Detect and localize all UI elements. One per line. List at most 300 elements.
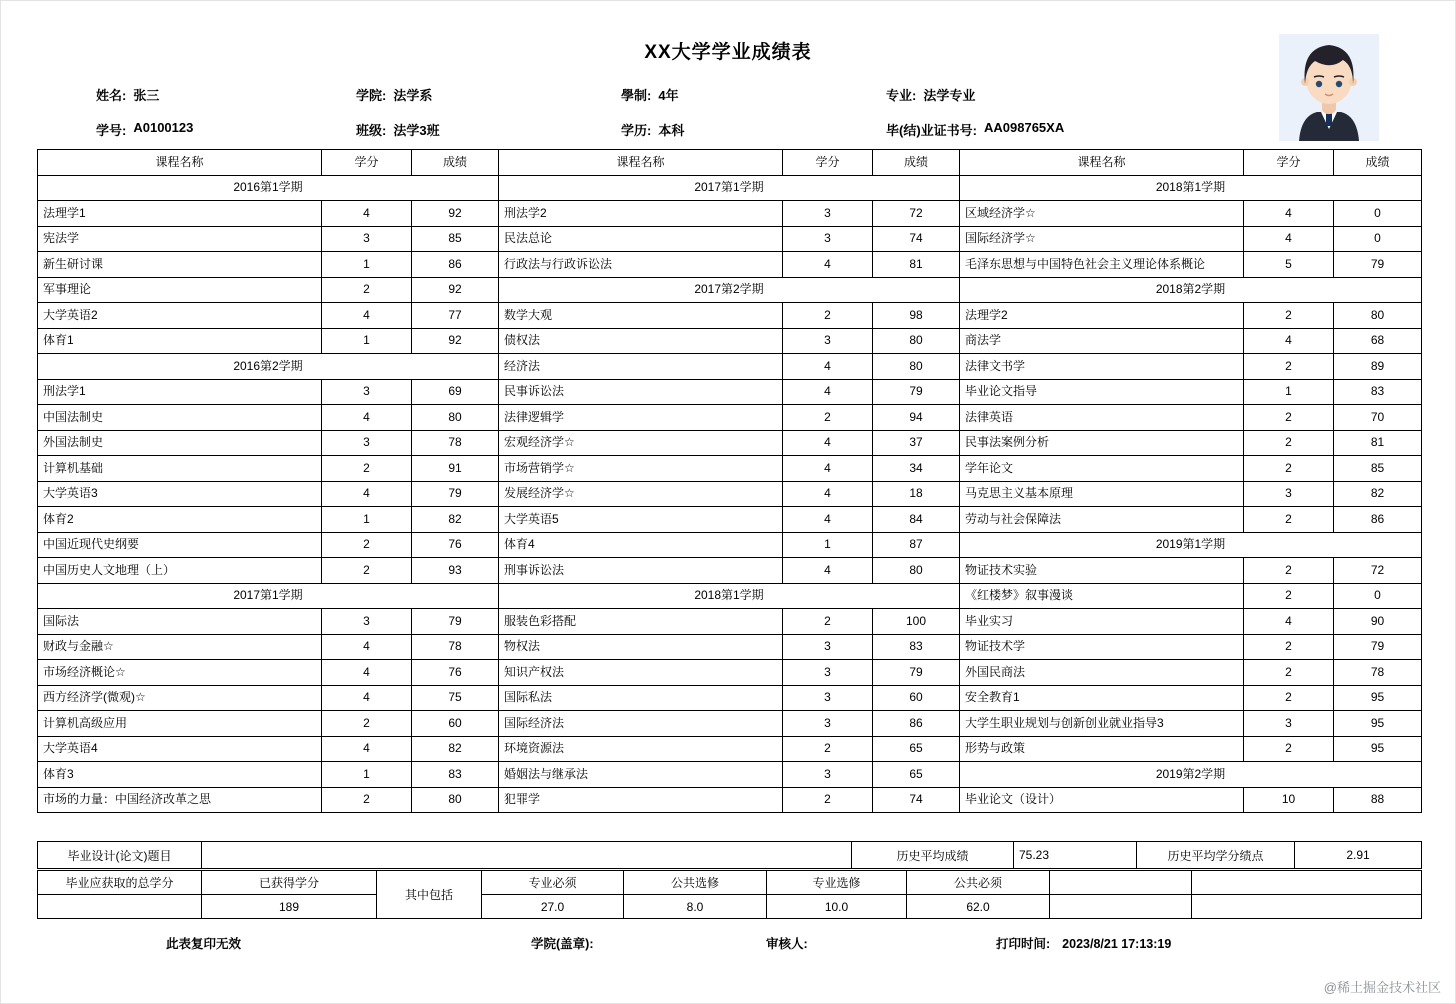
col-header-credits: 学分 bbox=[783, 150, 873, 176]
transcript-row bbox=[38, 405, 1422, 431]
course-score-cell: 79 bbox=[873, 660, 960, 686]
empty-cell bbox=[38, 895, 202, 919]
field-label: 学院: bbox=[356, 88, 387, 103]
course-name-cell: 市场经济概论☆ bbox=[38, 660, 322, 686]
transcript-row bbox=[38, 660, 1422, 686]
transcript-row bbox=[38, 711, 1422, 737]
student-photo bbox=[1279, 34, 1379, 141]
course-credits-cell: 2 bbox=[1244, 583, 1334, 609]
course-credits-cell: 3 bbox=[1244, 481, 1334, 507]
course-name-cell: 大学英语3 bbox=[38, 481, 322, 507]
transcript-row bbox=[38, 583, 1422, 609]
course-score-cell: 76 bbox=[412, 660, 499, 686]
course-score-cell: 88 bbox=[1334, 787, 1422, 813]
course-credits-cell: 4 bbox=[322, 634, 412, 660]
course-score-cell: 78 bbox=[412, 634, 499, 660]
course-score-cell: 81 bbox=[873, 252, 960, 278]
course-name-cell: 大学英语5 bbox=[499, 507, 783, 533]
print-time bbox=[996, 934, 1171, 952]
transcript-table bbox=[37, 149, 1422, 813]
course-name-cell: 体育2 bbox=[38, 507, 322, 533]
semester-header-cell: 2018第1学期 bbox=[499, 583, 960, 609]
field-duration bbox=[621, 85, 886, 104]
field-label: 学号: bbox=[96, 123, 127, 138]
course-score-cell: 74 bbox=[873, 787, 960, 813]
course-name-cell: 毛泽东思想与中国特色社会主义理论体系概论 bbox=[960, 252, 1244, 278]
course-name-cell: 体育1 bbox=[38, 328, 322, 354]
course-score-cell: 83 bbox=[873, 634, 960, 660]
course-credits-cell: 3 bbox=[783, 660, 873, 686]
course-credits-cell: 3 bbox=[1244, 711, 1334, 737]
semester-header-cell: 2019第1学期 bbox=[960, 532, 1422, 558]
empty-cell bbox=[1050, 871, 1192, 895]
course-name-cell: 大学生职业规划与创新创业就业指导3 bbox=[960, 711, 1244, 737]
course-credits-cell: 3 bbox=[783, 685, 873, 711]
course-name-cell: 国际私法 bbox=[499, 685, 783, 711]
transcript-row bbox=[38, 252, 1422, 278]
course-name-cell: 商法学 bbox=[960, 328, 1244, 354]
course-name-cell: 中国法制史 bbox=[38, 405, 322, 431]
course-credits-cell: 2 bbox=[1244, 634, 1334, 660]
course-credits-cell: 4 bbox=[1244, 226, 1334, 252]
course-score-cell: 0 bbox=[1334, 583, 1422, 609]
field-label: 姓名: bbox=[96, 88, 127, 103]
course-name-cell: 婚姻法与继承法 bbox=[499, 762, 783, 788]
transcript-row bbox=[38, 481, 1422, 507]
field-label: 学历: bbox=[621, 123, 652, 138]
course-score-cell: 92 bbox=[412, 328, 499, 354]
public-elective-label: 公共选修 bbox=[624, 871, 767, 895]
course-score-cell: 82 bbox=[1334, 481, 1422, 507]
course-name-cell: 财政与金融☆ bbox=[38, 634, 322, 660]
course-score-cell: 76 bbox=[412, 532, 499, 558]
course-credits-cell: 4 bbox=[783, 558, 873, 584]
course-credits-cell: 3 bbox=[783, 328, 873, 354]
field-value: AA098765XA bbox=[984, 120, 1065, 135]
course-name-cell: 新生研讨课 bbox=[38, 252, 322, 278]
empty-cell bbox=[1192, 871, 1422, 895]
course-name-cell: 国际法 bbox=[38, 609, 322, 635]
course-score-cell: 34 bbox=[873, 456, 960, 482]
course-name-cell: 知识产权法 bbox=[499, 660, 783, 686]
transcript-row bbox=[38, 175, 1422, 201]
course-name-cell: 中国历史人文地理（上） bbox=[38, 558, 322, 584]
course-credits-cell: 4 bbox=[783, 354, 873, 380]
col-header-course: 课程名称 bbox=[499, 150, 783, 176]
transcript-row bbox=[38, 277, 1422, 303]
course-credits-cell: 1 bbox=[322, 328, 412, 354]
course-score-cell: 93 bbox=[412, 558, 499, 584]
field-name bbox=[96, 85, 356, 104]
transcript-row bbox=[38, 609, 1422, 635]
course-credits-cell: 4 bbox=[783, 252, 873, 278]
total-required-label: 毕业应获取的总学分 bbox=[38, 871, 202, 895]
course-credits-cell: 4 bbox=[1244, 609, 1334, 635]
course-score-cell: 86 bbox=[873, 711, 960, 737]
course-credits-cell: 3 bbox=[783, 634, 873, 660]
summary-averages-row bbox=[38, 842, 1422, 869]
course-credits-cell: 3 bbox=[783, 226, 873, 252]
including-label: 其中包括 bbox=[377, 871, 482, 919]
avg-score-value: 75.23 bbox=[1014, 842, 1137, 869]
course-score-cell: 100 bbox=[873, 609, 960, 635]
course-score-cell: 85 bbox=[1334, 456, 1422, 482]
course-credits-cell: 4 bbox=[322, 736, 412, 762]
course-name-cell: 宪法学 bbox=[38, 226, 322, 252]
course-score-cell: 65 bbox=[873, 736, 960, 762]
course-credits-cell: 3 bbox=[783, 711, 873, 737]
course-credits-cell: 4 bbox=[783, 481, 873, 507]
course-score-cell: 86 bbox=[1334, 507, 1422, 533]
course-score-cell: 84 bbox=[873, 507, 960, 533]
course-score-cell: 80 bbox=[412, 405, 499, 431]
course-name-cell: 市场营销学☆ bbox=[499, 456, 783, 482]
course-credits-cell: 2 bbox=[1244, 507, 1334, 533]
course-credits-cell: 3 bbox=[322, 430, 412, 456]
student-info-row-2 bbox=[96, 112, 1256, 147]
avg-gpa-label: 历史平均学分绩点 bbox=[1137, 842, 1295, 869]
course-score-cell: 91 bbox=[412, 456, 499, 482]
course-credits-cell: 2 bbox=[1244, 430, 1334, 456]
print-time-label: 打印时间: bbox=[996, 937, 1051, 951]
course-name-cell: 法律逻辑学 bbox=[499, 405, 783, 431]
course-name-cell: 宏观经济学☆ bbox=[499, 430, 783, 456]
field-student-id bbox=[96, 120, 356, 139]
course-name-cell: 物证技术实验 bbox=[960, 558, 1244, 584]
course-name-cell: 市场的力量：中国经济改革之思 bbox=[38, 787, 322, 813]
semester-header-cell: 2017第2学期 bbox=[499, 277, 960, 303]
course-credits-cell: 1 bbox=[322, 252, 412, 278]
watermark-text: @稀土掘金技术社区 bbox=[1323, 980, 1441, 995]
course-credits-cell: 2 bbox=[783, 736, 873, 762]
course-credits-cell: 4 bbox=[322, 303, 412, 329]
field-label: 學制: bbox=[621, 88, 652, 103]
course-credits-cell: 1 bbox=[322, 507, 412, 533]
course-credits-cell: 3 bbox=[322, 379, 412, 405]
field-label: 班级: bbox=[356, 123, 387, 138]
course-credits-cell: 2 bbox=[783, 787, 873, 813]
course-name-cell: 区域经济学☆ bbox=[960, 201, 1244, 227]
course-name-cell: 犯罪学 bbox=[499, 787, 783, 813]
transcript-row bbox=[38, 303, 1422, 329]
field-college bbox=[356, 85, 621, 104]
course-score-cell: 94 bbox=[873, 405, 960, 431]
course-name-cell: 法律文书学 bbox=[960, 354, 1244, 380]
course-score-cell: 60 bbox=[412, 711, 499, 737]
transcript-row bbox=[38, 507, 1422, 533]
course-score-cell: 80 bbox=[1334, 303, 1422, 329]
course-credits-cell: 10 bbox=[1244, 787, 1334, 813]
course-name-cell: 《红楼梦》叙事漫谈 bbox=[960, 583, 1244, 609]
course-credits-cell: 2 bbox=[322, 558, 412, 584]
course-credits-cell: 4 bbox=[783, 379, 873, 405]
transcript-row bbox=[38, 226, 1422, 252]
semester-header-cell: 2016第1学期 bbox=[38, 175, 499, 201]
transcript-row bbox=[38, 787, 1422, 813]
course-score-cell: 95 bbox=[1334, 711, 1422, 737]
course-credits-cell: 2 bbox=[783, 303, 873, 329]
course-credits-cell: 4 bbox=[322, 685, 412, 711]
transcript-row bbox=[38, 736, 1422, 762]
course-score-cell: 78 bbox=[412, 430, 499, 456]
course-credits-cell: 2 bbox=[1244, 685, 1334, 711]
course-score-cell: 79 bbox=[1334, 252, 1422, 278]
transcript-row bbox=[38, 456, 1422, 482]
public-required-value: 62.0 bbox=[907, 895, 1050, 919]
course-score-cell: 74 bbox=[873, 226, 960, 252]
course-score-cell: 90 bbox=[1334, 609, 1422, 635]
course-name-cell: 刑法学1 bbox=[38, 379, 322, 405]
course-credits-cell: 4 bbox=[322, 660, 412, 686]
course-score-cell: 79 bbox=[412, 609, 499, 635]
course-score-cell: 80 bbox=[412, 787, 499, 813]
field-value: A0100123 bbox=[133, 120, 194, 135]
course-credits-cell: 2 bbox=[322, 532, 412, 558]
course-score-cell: 89 bbox=[1334, 354, 1422, 380]
field-value: 法学系 bbox=[393, 88, 433, 103]
course-credits-cell: 2 bbox=[1244, 660, 1334, 686]
course-credits-cell: 2 bbox=[1244, 558, 1334, 584]
course-credits-cell: 4 bbox=[322, 481, 412, 507]
course-name-cell: 法理学1 bbox=[38, 201, 322, 227]
course-score-cell: 0 bbox=[1334, 226, 1422, 252]
course-score-cell: 83 bbox=[412, 762, 499, 788]
course-credits-cell: 2 bbox=[322, 456, 412, 482]
col-header-score: 成绩 bbox=[1334, 150, 1422, 176]
course-name-cell: 计算机基础 bbox=[38, 456, 322, 482]
course-score-cell: 82 bbox=[412, 736, 499, 762]
transcript-row bbox=[38, 634, 1422, 660]
course-score-cell: 95 bbox=[1334, 736, 1422, 762]
course-score-cell: 18 bbox=[873, 481, 960, 507]
major-elective-value: 10.0 bbox=[767, 895, 907, 919]
course-credits-cell: 4 bbox=[783, 430, 873, 456]
course-score-cell: 98 bbox=[873, 303, 960, 329]
course-name-cell: 数学大观 bbox=[499, 303, 783, 329]
course-name-cell: 劳动与社会保障法 bbox=[960, 507, 1244, 533]
thesis-title-value bbox=[202, 842, 852, 869]
course-credits-cell: 2 bbox=[783, 609, 873, 635]
course-credits-cell: 2 bbox=[1244, 303, 1334, 329]
course-name-cell: 经济法 bbox=[499, 354, 783, 380]
course-score-cell: 0 bbox=[1334, 201, 1422, 227]
course-name-cell: 刑事诉讼法 bbox=[499, 558, 783, 584]
course-credits-cell: 4 bbox=[322, 201, 412, 227]
col-header-score: 成绩 bbox=[412, 150, 499, 176]
course-score-cell: 68 bbox=[1334, 328, 1422, 354]
course-score-cell: 87 bbox=[873, 532, 960, 558]
course-credits-cell: 2 bbox=[322, 277, 412, 303]
course-score-cell: 83 bbox=[1334, 379, 1422, 405]
transcript-row bbox=[38, 201, 1422, 227]
course-score-cell: 79 bbox=[1334, 634, 1422, 660]
transcript-row bbox=[38, 532, 1422, 558]
course-name-cell: 物权法 bbox=[499, 634, 783, 660]
course-name-cell: 民法总论 bbox=[499, 226, 783, 252]
transcript-row bbox=[38, 328, 1422, 354]
course-score-cell: 92 bbox=[412, 201, 499, 227]
transcript-body bbox=[38, 175, 1422, 813]
field-major bbox=[886, 85, 1256, 104]
earned-credits-label: 已获得学分 bbox=[202, 871, 377, 895]
course-credits-cell: 4 bbox=[322, 405, 412, 431]
course-credits-cell: 4 bbox=[1244, 201, 1334, 227]
field-value: 张三 bbox=[133, 88, 160, 103]
public-elective-value: 8.0 bbox=[624, 895, 767, 919]
course-score-cell: 70 bbox=[1334, 405, 1422, 431]
page-title: XX大学学业成绩表 bbox=[644, 42, 812, 63]
transcript-row bbox=[38, 354, 1422, 380]
course-credits-cell: 2 bbox=[1244, 736, 1334, 762]
course-score-cell: 95 bbox=[1334, 685, 1422, 711]
course-name-cell: 中国近现代史纲要 bbox=[38, 532, 322, 558]
course-score-cell: 79 bbox=[412, 481, 499, 507]
field-class bbox=[356, 120, 621, 139]
field-value: 法学专业 bbox=[923, 88, 976, 103]
reviewer-label: 审核人: bbox=[766, 937, 808, 951]
course-name-cell: 安全教育1 bbox=[960, 685, 1244, 711]
empty-cell bbox=[1050, 895, 1192, 919]
course-credits-cell: 5 bbox=[1244, 252, 1334, 278]
course-name-cell: 法律英语 bbox=[960, 405, 1244, 431]
course-name-cell: 军事理论 bbox=[38, 277, 322, 303]
course-credits-cell: 1 bbox=[783, 532, 873, 558]
course-name-cell: 行政法与行政诉讼法 bbox=[499, 252, 783, 278]
course-name-cell: 马克思主义基本原理 bbox=[960, 481, 1244, 507]
summary-averages-table bbox=[37, 841, 1422, 869]
course-credits-cell: 3 bbox=[783, 201, 873, 227]
col-header-score: 成绩 bbox=[873, 150, 960, 176]
course-score-cell: 85 bbox=[412, 226, 499, 252]
course-name-cell: 发展经济学☆ bbox=[499, 481, 783, 507]
course-score-cell: 80 bbox=[873, 558, 960, 584]
summary-credits-header-row bbox=[38, 871, 1422, 895]
field-value: 法学3班 bbox=[393, 123, 440, 138]
course-credits-cell: 3 bbox=[322, 226, 412, 252]
course-credits-cell: 4 bbox=[783, 456, 873, 482]
major-required-label: 专业必须 bbox=[482, 871, 624, 895]
transcript-row bbox=[38, 685, 1422, 711]
semester-header-cell: 2019第2学期 bbox=[960, 762, 1422, 788]
course-credits-cell: 4 bbox=[1244, 328, 1334, 354]
course-score-cell: 60 bbox=[873, 685, 960, 711]
course-score-cell: 92 bbox=[412, 277, 499, 303]
course-name-cell: 法理学2 bbox=[960, 303, 1244, 329]
course-score-cell: 65 bbox=[873, 762, 960, 788]
course-score-cell: 69 bbox=[412, 379, 499, 405]
course-score-cell: 72 bbox=[873, 201, 960, 227]
course-credits-cell: 2 bbox=[1244, 456, 1334, 482]
col-header-credits: 学分 bbox=[1244, 150, 1334, 176]
avg-score-label: 历史平均成绩 bbox=[852, 842, 1014, 869]
college-seal-label: 学院(盖章): bbox=[531, 937, 594, 951]
course-name-cell: 形势与政策 bbox=[960, 736, 1244, 762]
major-elective-label: 专业选修 bbox=[767, 871, 907, 895]
semester-header-cell: 2018第1学期 bbox=[960, 175, 1422, 201]
course-score-cell: 80 bbox=[873, 354, 960, 380]
field-value: 本科 bbox=[658, 123, 685, 138]
transcript-header-row bbox=[38, 150, 1422, 176]
course-score-cell: 82 bbox=[412, 507, 499, 533]
course-score-cell: 80 bbox=[873, 328, 960, 354]
semester-header-cell: 2018第2学期 bbox=[960, 277, 1422, 303]
col-header-credits: 学分 bbox=[322, 150, 412, 176]
course-name-cell: 体育4 bbox=[499, 532, 783, 558]
page-footer bbox=[1, 934, 1455, 952]
course-name-cell: 民事诉讼法 bbox=[499, 379, 783, 405]
course-name-cell: 服装色彩搭配 bbox=[499, 609, 783, 635]
course-name-cell: 国际经济法 bbox=[499, 711, 783, 737]
course-score-cell: 86 bbox=[412, 252, 499, 278]
transcript-row bbox=[38, 762, 1422, 788]
course-score-cell: 77 bbox=[412, 303, 499, 329]
transcript-row bbox=[38, 379, 1422, 405]
course-score-cell: 37 bbox=[873, 430, 960, 456]
summary-credits-value-row bbox=[38, 895, 1422, 919]
avg-gpa-value: 2.91 bbox=[1295, 842, 1422, 869]
course-credits-cell: 2 bbox=[1244, 405, 1334, 431]
semester-header-cell: 2017第1学期 bbox=[38, 583, 499, 609]
course-name-cell: 外国法制史 bbox=[38, 430, 322, 456]
course-credits-cell: 2 bbox=[783, 405, 873, 431]
course-name-cell: 学年论文 bbox=[960, 456, 1244, 482]
course-name-cell: 西方经济学(微观)☆ bbox=[38, 685, 322, 711]
student-info-row-1 bbox=[96, 77, 1256, 112]
course-credits-cell: 1 bbox=[1244, 379, 1334, 405]
course-name-cell: 大学英语4 bbox=[38, 736, 322, 762]
course-name-cell: 大学英语2 bbox=[38, 303, 322, 329]
course-name-cell: 计算机高级应用 bbox=[38, 711, 322, 737]
course-score-cell: 72 bbox=[1334, 558, 1422, 584]
course-name-cell: 毕业实习 bbox=[960, 609, 1244, 635]
course-name-cell: 环境资源法 bbox=[499, 736, 783, 762]
course-name-cell: 物证技术学 bbox=[960, 634, 1244, 660]
course-credits-cell: 3 bbox=[783, 762, 873, 788]
print-time-value: 2023/8/21 17:13:19 bbox=[1062, 937, 1172, 951]
thesis-title-label: 毕业设计(论文)题目 bbox=[38, 842, 202, 869]
field-label: 专业: bbox=[886, 88, 917, 103]
course-name-cell: 民事法案例分析 bbox=[960, 430, 1244, 456]
col-header-course: 课程名称 bbox=[960, 150, 1244, 176]
course-score-cell: 81 bbox=[1334, 430, 1422, 456]
field-value: 4年 bbox=[658, 88, 679, 103]
course-name-cell: 债权法 bbox=[499, 328, 783, 354]
semester-header-cell: 2017第1学期 bbox=[499, 175, 960, 201]
summary-credits-table bbox=[37, 870, 1422, 919]
public-required-label: 公共必须 bbox=[907, 871, 1050, 895]
course-name-cell: 刑法学2 bbox=[499, 201, 783, 227]
earned-credits-value: 189 bbox=[202, 895, 377, 919]
field-education-level bbox=[621, 120, 886, 139]
student-info bbox=[96, 77, 1256, 147]
copy-invalid-note: 此表复印无效 bbox=[166, 937, 242, 951]
course-credits-cell: 2 bbox=[1244, 354, 1334, 380]
transcript-row bbox=[38, 558, 1422, 584]
field-label: 毕(结)业证书号: bbox=[886, 123, 977, 138]
course-score-cell: 78 bbox=[1334, 660, 1422, 686]
course-name-cell: 体育3 bbox=[38, 762, 322, 788]
course-credits-cell: 2 bbox=[322, 787, 412, 813]
col-header-course: 课程名称 bbox=[38, 150, 322, 176]
semester-header-cell: 2016第2学期 bbox=[38, 354, 499, 380]
course-name-cell: 毕业论文指导 bbox=[960, 379, 1244, 405]
course-credits-cell: 2 bbox=[322, 711, 412, 737]
course-name-cell: 外国民商法 bbox=[960, 660, 1244, 686]
course-score-cell: 75 bbox=[412, 685, 499, 711]
empty-cell bbox=[1192, 895, 1422, 919]
course-name-cell: 国际经济学☆ bbox=[960, 226, 1244, 252]
course-credits-cell: 3 bbox=[322, 609, 412, 635]
